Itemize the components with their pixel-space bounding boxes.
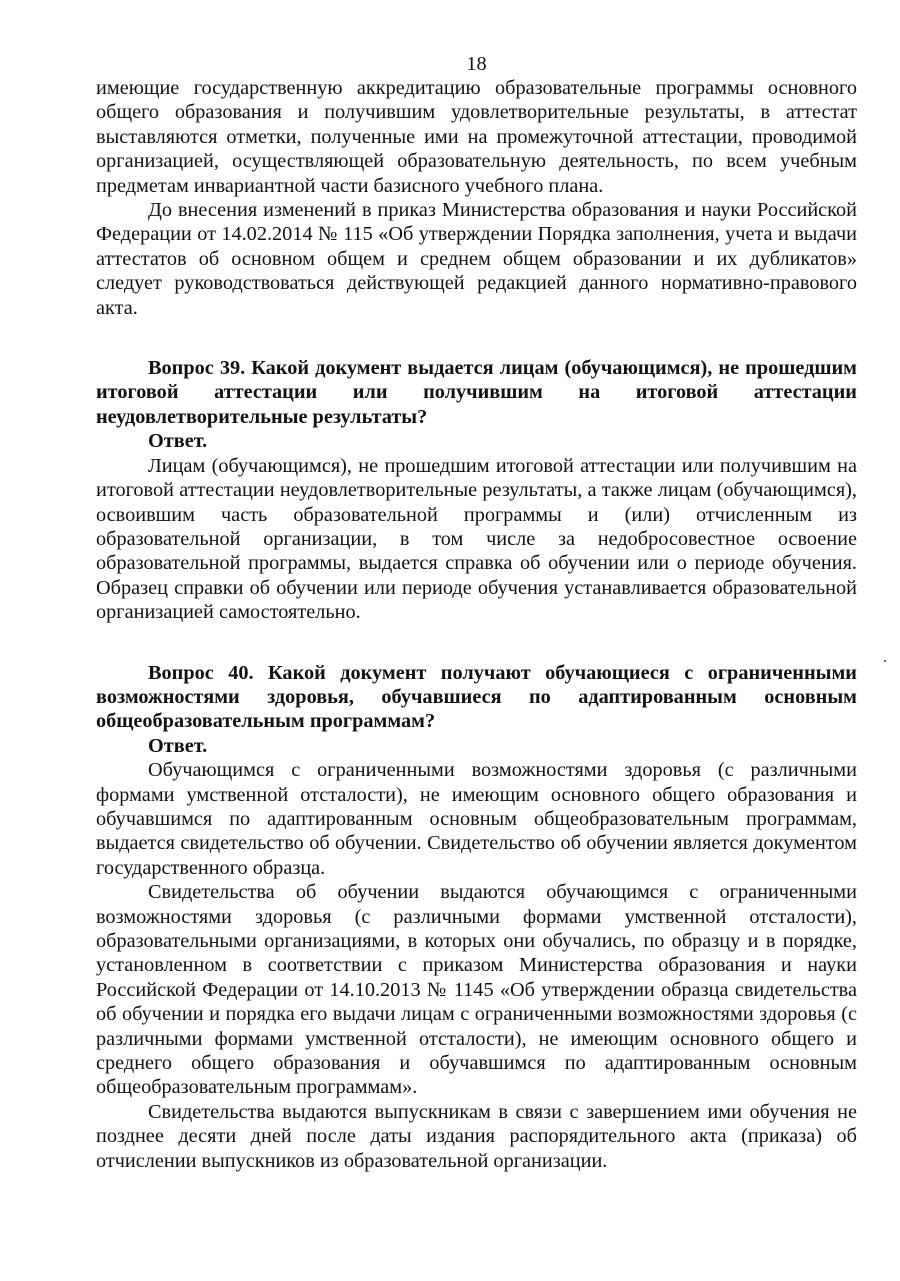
answer-40-label: Ответ. [148, 734, 208, 757]
scan-speck [884, 660, 886, 662]
question-39-heading: Вопрос 39. Какой документ выдается лицам (обучающимся), не прошедшим итоговой аттестации или получившим на итоговой аттестации неудовлетворительные результаты? [96, 357, 857, 428]
answer-39-label: Ответ. [148, 430, 208, 453]
page-number: 18 [466, 53, 487, 75]
paragraph-attestat-continuation: имеющие государственную аккредитацию образовательные программы основного общего образования и получившим удовлетворительные результаты, в аттестат выставляются отметки, полученные ими на промежуточной аттестации, проводимой организацией, осуществляющей образовательную деятельность, по всем учебным предметам инвариантной части базисного учебного плана. [96, 77, 857, 197]
answer-40-paragraph-1: Обучающимся с ограниченными возможностями здоровья (с различными формами умственной отсталости), не имеющим основного общего образования и обучавшимся по адаптированным основным общеобразовательным программам, выдается свидетельство об обучении. Свидетельство об обучении является документом государственного образца. [96, 759, 857, 879]
question-40-heading: Вопрос 40. Какой документ получают обучающиеся с ограниченными возможностями здоровья, обучавшиеся по адаптированным основным общеобразовательным программам? [96, 661, 857, 733]
answer-40-paragraph-2: Свидетельства об обучении выдаются обучающимся с ограниченными возможностями здоровья (с различными формами умственной отсталости), образовательными организациями, в которых они обучались, по образцу и в порядке, установленном в соответствии с приказом Министерства образования и науки Российской Федерации от 14.10.2013 № 1145 «Об утверждении образца свидетельства об обучении и порядка его выдачи лицам с ограниченными возможностями здоровья (с различными формами умственной отсталости), не имеющим основного общего и среднего общего образования и обучавшимся по адаптированным основным общеобразовательным программам». [96, 881, 857, 1099]
document-page [96, 52, 857, 1173]
answer-39-paragraph: Лицам (обучающимся), не прошедшим итоговой аттестации или получившим на итоговой аттестации неудовлетворительные результаты, а также лицам (обучающимся), освоившим часть образовательной программы и (или) отчисленным из образовательной организации, в том числе за недобросовестное освоение образовательной программы, выдается справка об обучении или о периоде обучения. Образец справки об обучении или периоде обучения устанавливается образовательной организацией самостоятельно. [96, 454, 857, 624]
paragraph-order-115: До внесения изменений в приказ Министерства образования и науки Российской Федерации от 14.02.2014 № 115 «Об утверждении Порядка заполнения, учета и выдачи аттестатов об основном общем и среднем общем образовании и их дубликатов» следует руководствоваться действующей редакцией данного нормативно-правового акта. [96, 199, 857, 319]
answer-40-paragraph-3: Свидетельства выдаются выпускникам в связи с завершением ими обучения не позднее десяти дней после даты издания распорядительного акта (приказа) об отчислении выпускников из образовательной организации. [96, 1100, 857, 1172]
